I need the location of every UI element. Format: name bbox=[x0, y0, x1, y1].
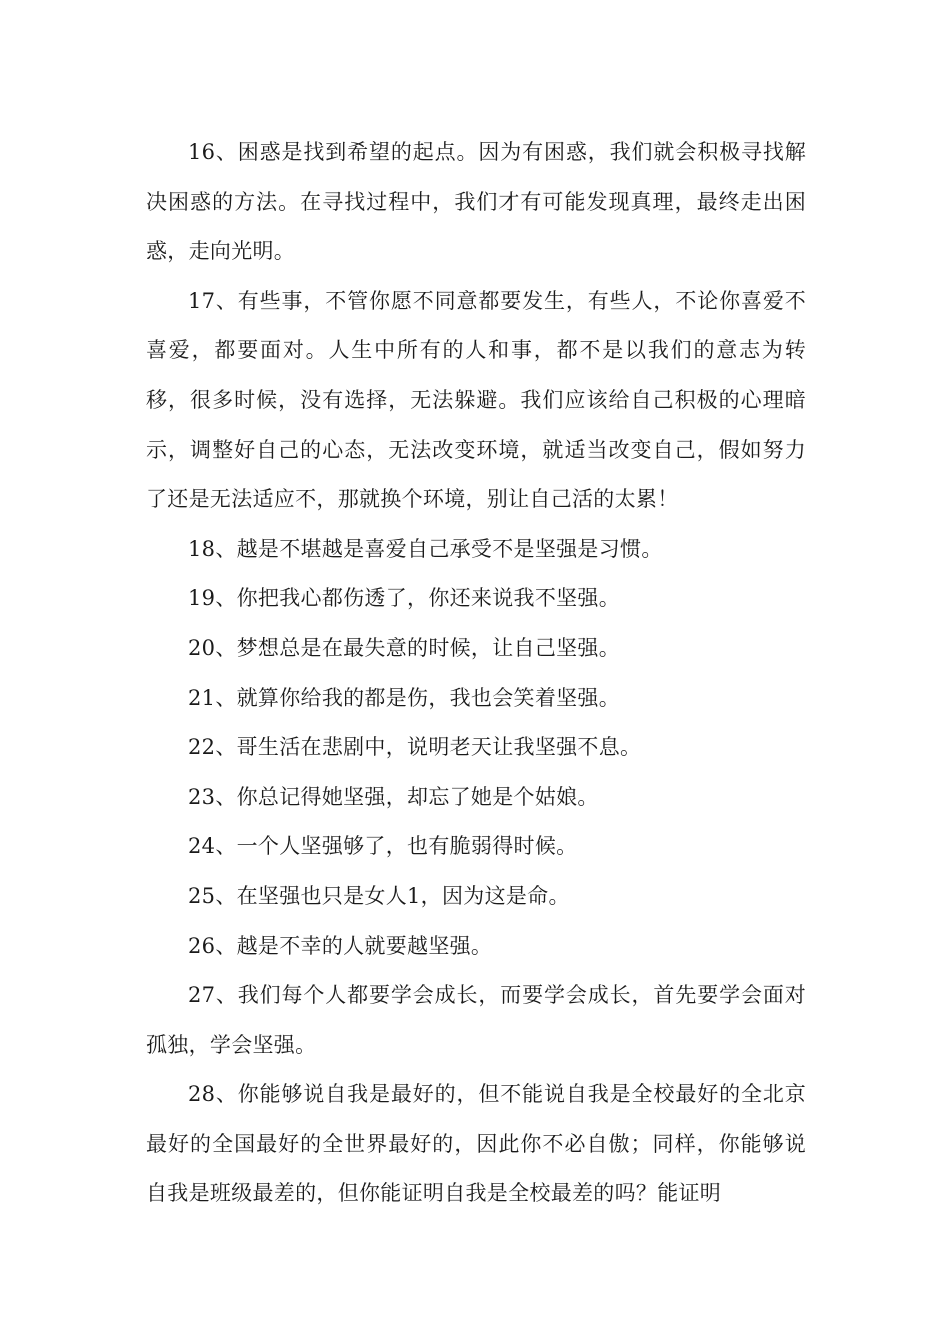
paragraph-26: 26、越是不幸的人就要越坚强。 bbox=[188, 933, 493, 958]
document-body bbox=[146, 128, 806, 1219]
paragraph-18: 18、越是不堪越是喜爱自己承受不是坚强是习惯。 bbox=[188, 536, 663, 561]
paragraph-19: 19、你把我心都伤透了，你还来说我不坚强。 bbox=[188, 586, 621, 611]
paragraph-27: 27、我们每个人都要学会成长，而要学会成长，首先要学会面对孤独，学会坚强。 bbox=[146, 983, 806, 1057]
paragraph-21: 21、就算你给我的都是伤，我也会笑着坚强。 bbox=[188, 685, 621, 710]
paragraph-17: 17、有些事，不管你愿不同意都要发生，有些人，不论你喜爱不喜爱，都要面对。人生中所有的人和事，都不是以我们的意志为转移，很多时候，没有选择，无法躲避。我们应该给自己积极的心理暗示，调整好自己的心态，无法改变环境，就适当改变自己，假如努力了还是无法适应不，那就换个环境，别让自己活的太累！ bbox=[146, 288, 806, 512]
paragraph-28: 28、你能够说自我是最好的，但不能说自我是全校最好的全北京最好的全国最好的全世界最好的，因此你不必自傲；同样，你能够说自我是班级最差的，但你能证明自我是全校最差的吗？能证明 bbox=[146, 1082, 806, 1206]
paragraph-23: 23、你总记得她坚强，却忘了她是个姑娘。 bbox=[188, 784, 599, 809]
paragraph-20: 20、梦想总是在最失意的时候，让自己坚强。 bbox=[188, 635, 621, 660]
paragraph-24: 24、一个人坚强够了，也有脆弱得时候。 bbox=[188, 834, 578, 859]
paragraph-22: 22、哥生活在悲剧中，说明老天让我坚强不息。 bbox=[188, 735, 642, 760]
paragraph-16: 16、困惑是找到希望的起点。因为有困惑，我们就会积极寻找解决困惑的方法。在寻找过程中，我们才有可能发现真理，最终走出困惑，走向光明。 bbox=[146, 140, 806, 264]
paragraph-25: 25、在坚强也只是女人1，因为这是命。 bbox=[188, 883, 570, 908]
